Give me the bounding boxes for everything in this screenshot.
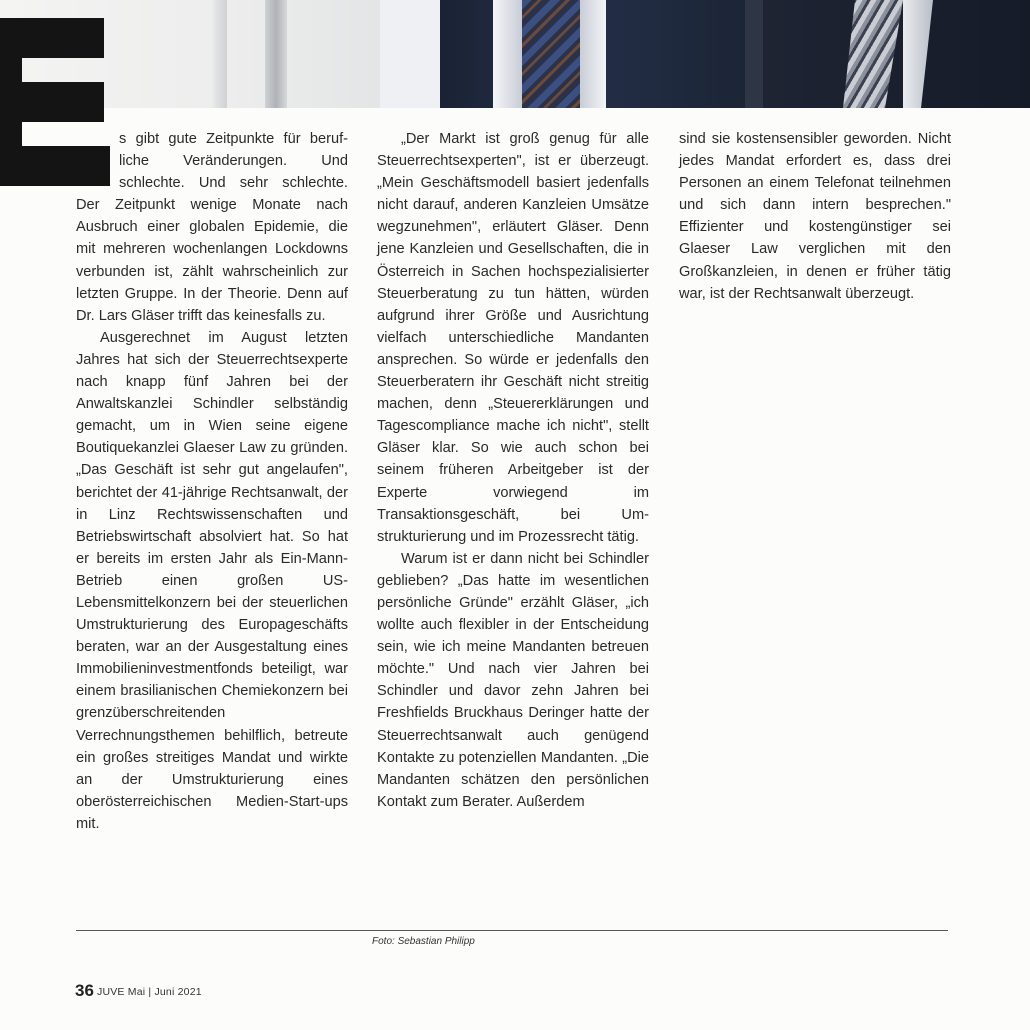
header-photo	[0, 0, 1030, 108]
article-column-3	[679, 128, 951, 305]
paragraph: Ausgerechnet im August letzten Jahres hat sich der Steuerrechtsexperte nach knapp fünf Jahren bei der Anwaltskanzlei Schindler selbständig gemacht, um in Wien seine eigene Boutiquekanzlei Glaeser Law zu gründen. „Das Geschäft ist sehr gut angelaufen", berichtet der 41-jährige Rechtsanwalt, der in Linz Rechtswissenschaften und Betriebswirtschaft absolviert hat. So hat er bereits im ersten Jahr als Ein-Mann-Betrieb einen großen US-Lebensmittelkonzern bei der steuerlichen Umstrukturierung des Europageschäfts beraten, war an der Ausgestaltung eines Immobilieninvestmentfonds beteiligt, war einem brasilianischen Chemiekonzern bei grenzüberschreitenden Verrechnungsthemen behilflich, betreute ein großes streitiges Mandat und wirkte an der Umstrukturierung eines oberösterreichischen Medien-Start-ups mit.	[76, 329, 348, 832]
lead-line-1: s gibt gute Zeitpunkte für beruf-	[119, 131, 348, 147]
divider	[76, 930, 948, 931]
paragraph: Der Zeitpunkt wenige Monate nach Ausbruch einer globalen Epidemie, die mit mehreren wochenlangen Lockdowns verbunden ist, zählt wahrscheinlich zur letzten Gruppe. In der Theorie. Denn auf Dr. Lars Gläser trifft das keinesfalls zu.	[76, 197, 348, 324]
photo-credit: Foto: Sebastian Philipp	[372, 936, 475, 947]
folio: JUVE Mai | Juni 2021	[97, 986, 202, 998]
paragraph: sind sie kostensensibler geworden. Nicht jedes Mandat erfordert es, dass drei Personen an einem Telefonat teilnehmen und sich dann intern besprechen." Effizienter und kostengünstiger sei Glaeser Law verglichen mit den Großkanzleien, in denen er früher tätig war, ist der Rechtsanwalt überzeugt.	[679, 131, 951, 302]
article-column-2	[377, 128, 649, 813]
article-column-1	[76, 128, 348, 835]
page-number: 36	[75, 981, 94, 1000]
paragraph: „Der Markt ist groß genug für alle Steuerrechtsexperten", ist er überzeugt. „Mein Geschäftsmodell basiert jedenfalls nicht darauf, anderen Kanzleien Umsätze wegzunehmen", erläutert Gläser. Denn jene Kanzleien und Gesellschaften, die in Österreich in Sachen hochspezialisierter Steuerberatung zu tun hätten, würden aufgrund ihrer Größe und Ausrichtung vielfach unterschiedliche Mandanten ansprechen. So würde er jedenfalls den Steuerberatern ihr Geschäft nicht streitig machen, denn „Steuererklärungen und Tagescompliance mache ich nicht", stellt Gläser klar. So wie auch schon bei seinem früheren Arbeitgeber ist der Experte vorwiegend im Transaktionsgeschäft, bei Umstrukturierung und im Prozessrecht tätig.	[377, 131, 649, 545]
lead-line-2: liche Veränderungen. Und	[119, 153, 348, 170]
paragraph: Warum ist er dann nicht bei Schindler geblieben? „Das hatte im wesentlichen persönliche Gründe" erzählt Gläser, „ich wollte auch flexibler in der Entscheidung sein, wie ich meine Mandanten betreuen möchte." Und nach vier Jahren bei Schindler und davor zehn Jahren bei Freshfields Bruckhaus Deringer hatte der Steuerrechtsanwalt auch genügend Kontakte zu potenziellen Mandanten. „Die Mandanten schätzen den persönlichen Kontakt zum Berater. Außerdem	[377, 550, 649, 810]
lead-line-3: schlechte. Und sehr schlechte.	[119, 175, 348, 192]
